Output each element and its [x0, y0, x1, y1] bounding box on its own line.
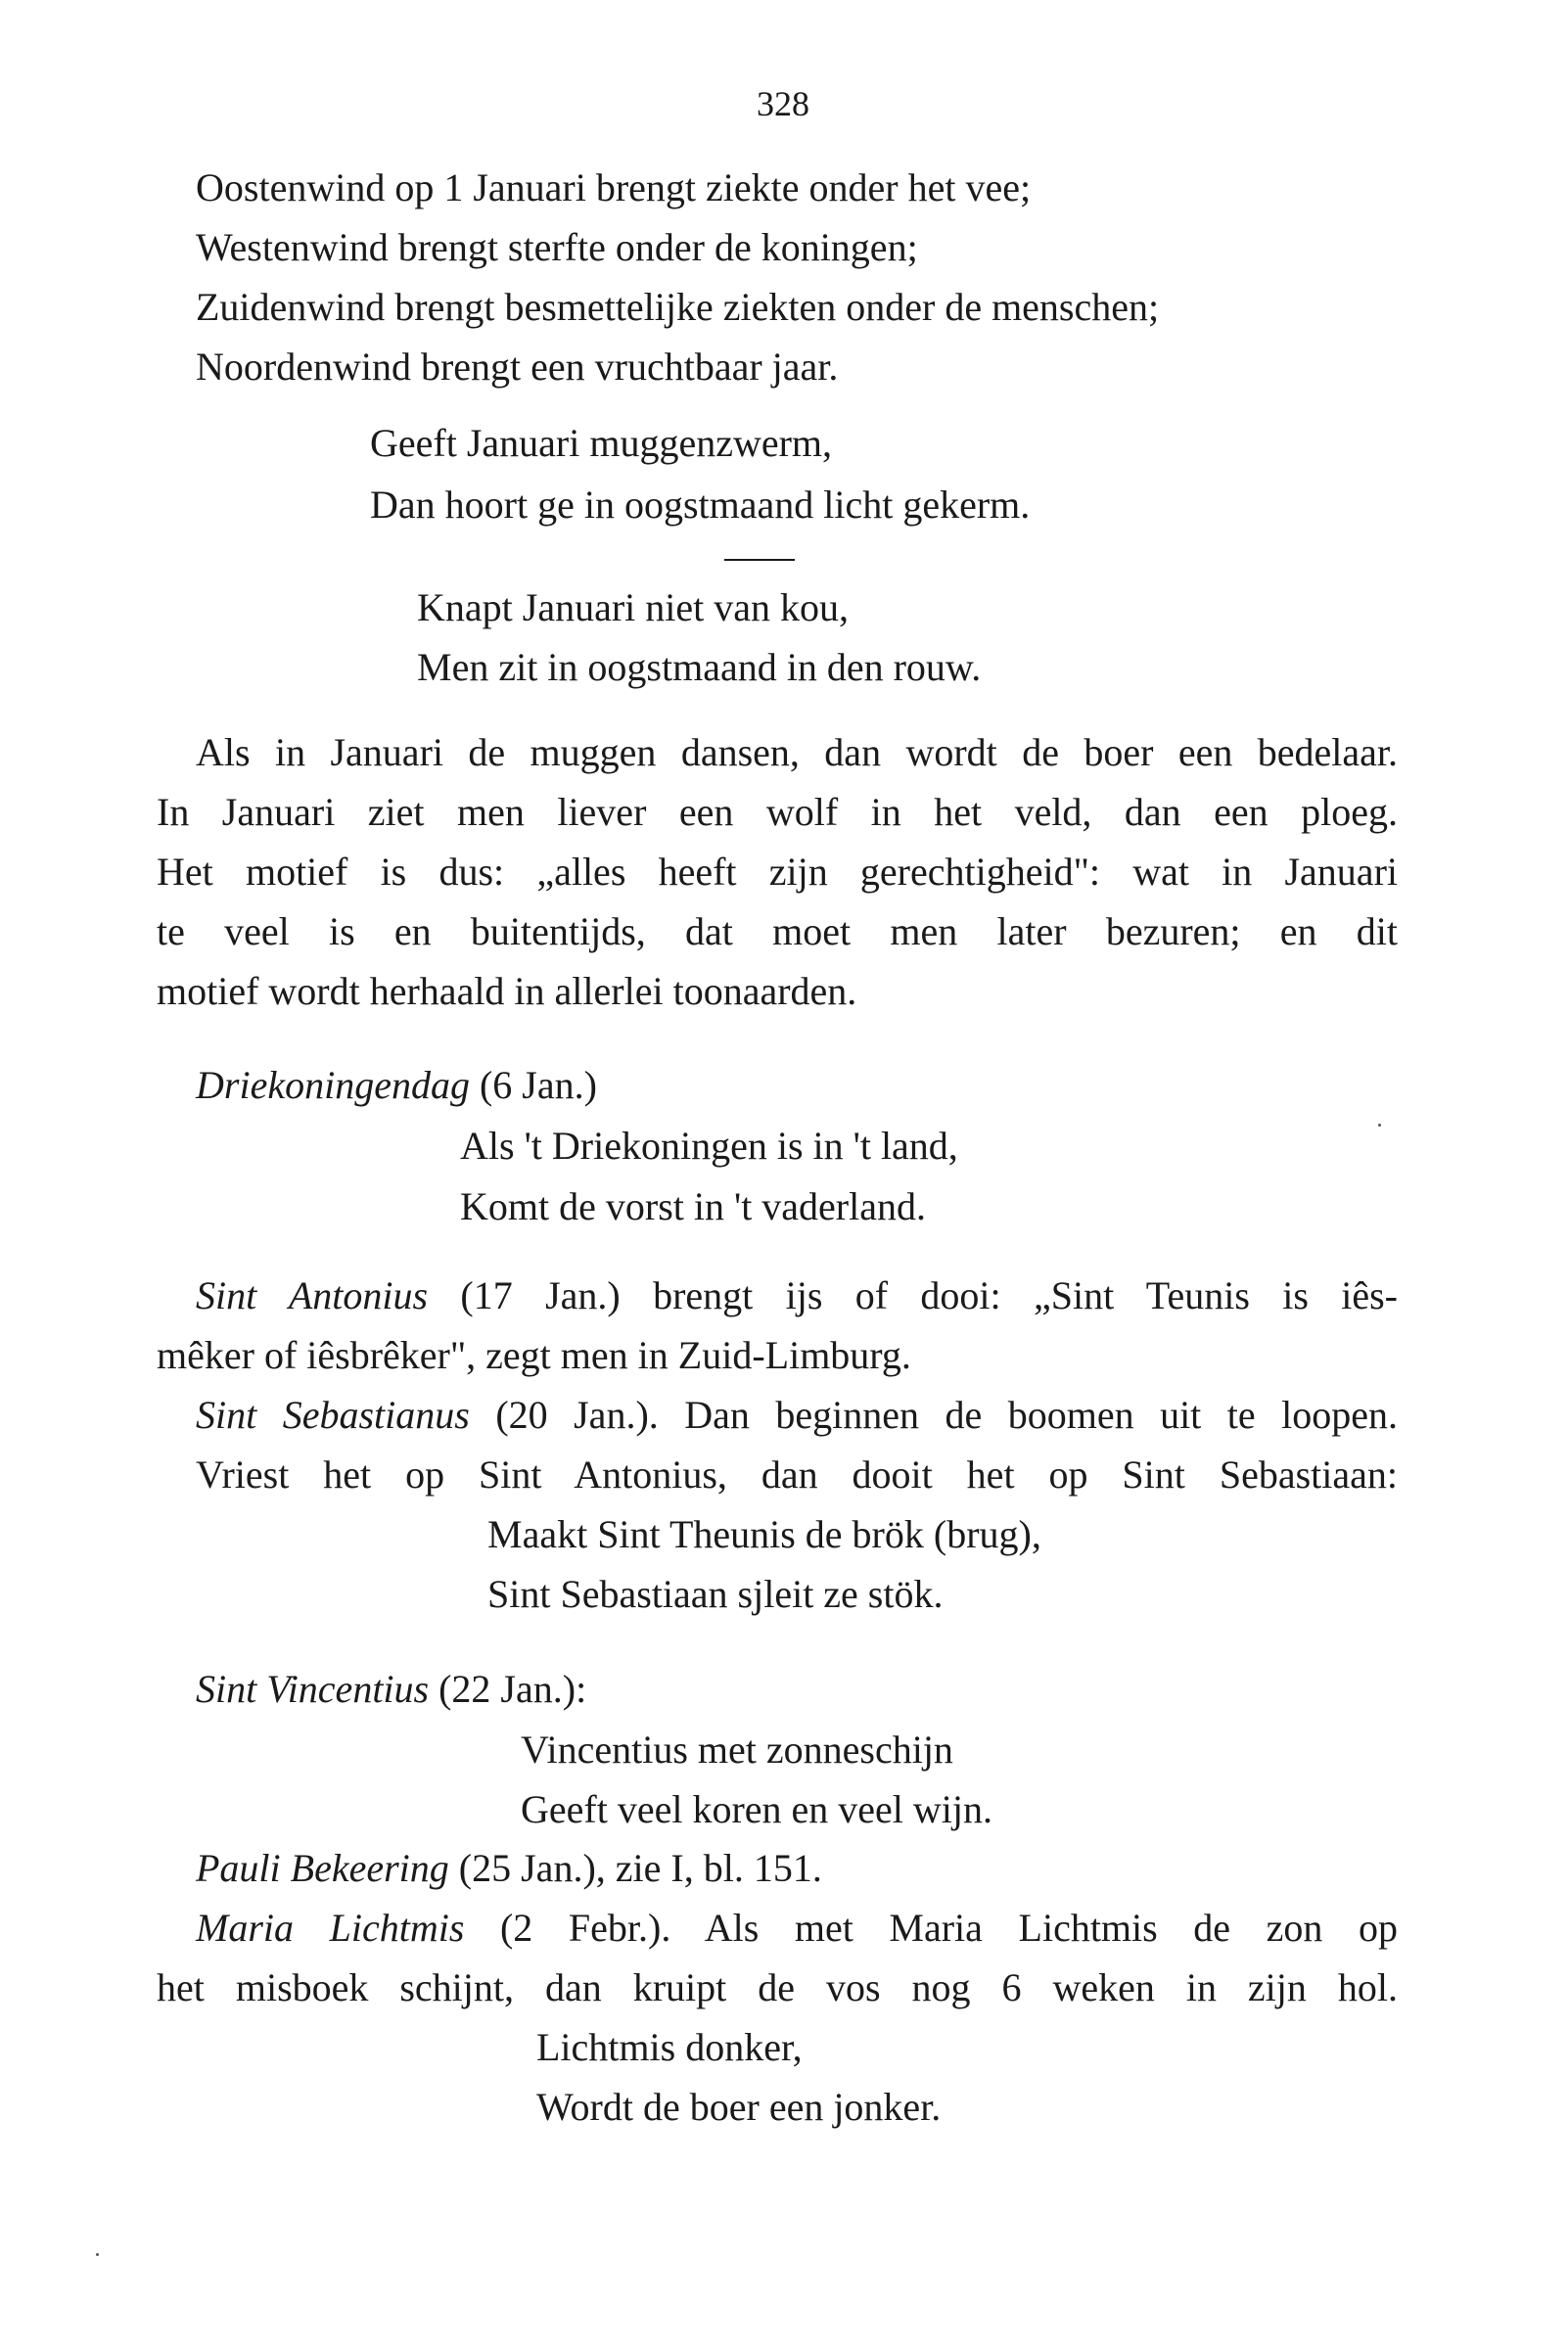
verse-line: Dan hoort ge in oogstmaand licht gekerm. [370, 483, 1031, 527]
text-line: Oostenwind op 1 Januari brengt ziekte onder het vee; [196, 165, 1032, 209]
text-line: Westenwind brengt sterfte onder de koningen; [196, 225, 918, 269]
entry-heading-line [196, 1272, 1398, 1319]
verse-line: Geeft veel koren en veel wijn. [521, 1787, 993, 1831]
verse-line: Als 't Driekoningen is in 't land, [460, 1124, 958, 1168]
entry-heading-line [196, 1905, 1398, 1952]
entry-title: Maria Lichtmis [196, 1906, 465, 1950]
entry-title: Sint Sebastianus [196, 1393, 470, 1437]
verse-line: Geeft Januari muggenzwerm, [370, 421, 833, 465]
paragraph-line: In Januari ziet men liever een wolf in het veld, dan een ploeg. [157, 790, 1398, 834]
verse-line: Wordt de boer een jonker. [536, 2085, 942, 2129]
entry-title: Pauli Bekeering [196, 1846, 449, 1890]
entry-text: (22 Jan.): [429, 1667, 587, 1711]
entry-heading-line [196, 1666, 586, 1713]
entry-heading-line [196, 1392, 1398, 1439]
verse-line: Lichtmis donker, [536, 2025, 803, 2069]
page-number: 328 [757, 84, 809, 123]
scan-speck [96, 2253, 99, 2256]
entry-text: (25 Jan.), zie I, bl. 151. [448, 1846, 822, 1890]
entry-text: (17 Jan.) brengt ijs of dooi: „Sint Teunis is iês- [428, 1273, 1399, 1317]
entry-text: (6 Jan.) [469, 1063, 597, 1107]
entry-title: Sint Antonius [196, 1273, 429, 1317]
verse-line: Maakt Sint Theunis de brök (brug), [487, 1512, 1041, 1556]
entry-title: Driekoningendag [196, 1063, 470, 1107]
scan-speck [1378, 1124, 1381, 1127]
verse-line: Vincentius met zonneschijn [521, 1728, 953, 1772]
verse-line: Sint Sebastiaan sjleit ze stök. [487, 1572, 944, 1616]
paragraph-line: motief wordt herhaald in allerlei toonaarden. [157, 969, 857, 1013]
entry-title: Sint Vincentius [196, 1667, 430, 1711]
paragraph-line: Het motief is dus: „alles heeft zijn gerechtigheid": wat in Januari [157, 850, 1398, 894]
paragraph-line: mêker of iêsbrêker", zegt men in Zuid-Limburg. [157, 1333, 911, 1377]
paragraph-line: Als in Januari de muggen dansen, dan wordt de boer een bedelaar. [196, 730, 1398, 774]
text-line: Zuidenwind brengt besmettelijke ziekten onder de menschen; [196, 285, 1160, 329]
paragraph-line: Vriest het op Sint Antonius, dan dooit het op Sint Sebastiaan: [196, 1452, 1398, 1497]
paragraph-line: te veel is en buitentijds, dat moet men later bezuren; en dit [157, 909, 1398, 953]
text-line: Noordenwind brengt een vruchtbaar jaar. [196, 345, 839, 389]
verse-line: Knapt Januari niet van kou, [417, 585, 849, 629]
entry-heading-line [196, 1845, 822, 1892]
entry-text: (2 Febr.). Als met Maria Lichtmis de zon op [464, 1906, 1398, 1950]
section-divider [724, 559, 795, 561]
entry-text: (20 Jan.). Dan beginnen de boomen uit te loopen. [469, 1393, 1398, 1437]
paragraph-line: het misboek schijnt, dan kruipt de vos nog 6 weken in zijn hol. [157, 1965, 1398, 2009]
verse-line: Men zit in oogstmaand in den rouw. [417, 645, 982, 689]
verse-line: Komt de vorst in 't vaderland. [460, 1184, 926, 1228]
entry-heading-line [196, 1062, 597, 1109]
